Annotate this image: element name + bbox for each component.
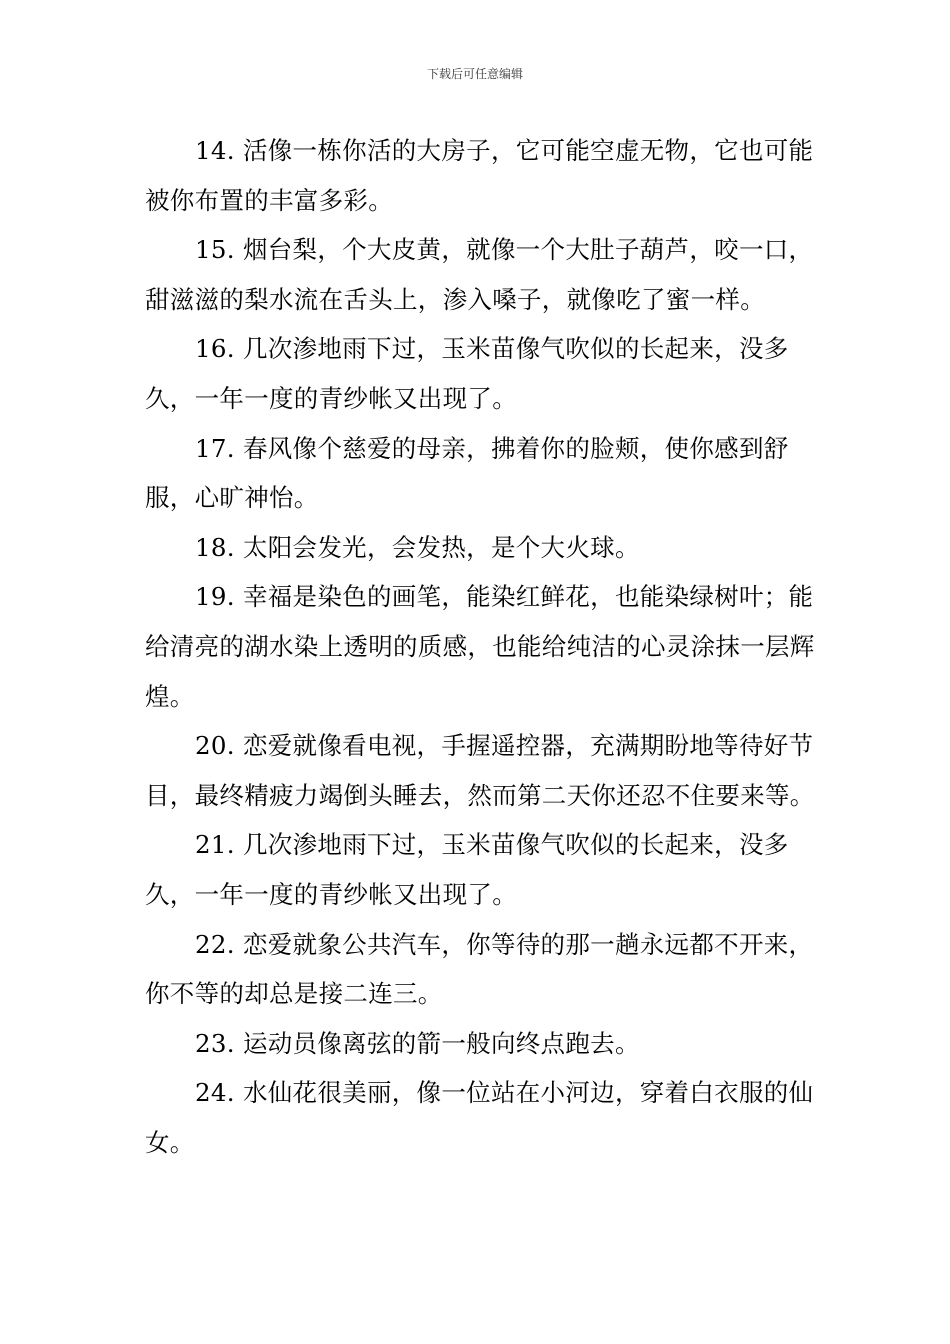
paragraph-22: 22. 恋爱就象公共汽车，你等待的那一趟永远都不开来，你不等的却总是接二连三。: [145, 929, 814, 1009]
paragraph-17: 17. 春风像个慈爱的母亲，拂着你的脸颊，使你感到舒服，心旷神怡。: [145, 433, 789, 513]
paragraph-23: 23. 运动员像离弦的箭一般向终点跑去。: [195, 1028, 640, 1058]
paragraph-18: 18. 太阳会发光，会发热，是个大火球。: [195, 532, 640, 562]
paragraph-19: 19. 幸福是染色的画笔，能染红鲜花，也能染绿树叶；能给清亮的湖水染上透明的质感，也能给纯洁的心灵涂抹一层辉煌。: [145, 582, 815, 711]
paragraph-24: 24. 水仙花很美丽，像一位站在小河边，穿着白衣服的仙女。: [145, 1078, 814, 1157]
paragraph-16: 16. 几次渗地雨下过，玉米苗像气吹似的长起来，没多久，一年一度的青纱帐又出现了。: [145, 334, 789, 413]
document-body: [145, 126, 825, 1167]
paragraph-14: 14. 活像一栋你活的大房子，它可能空虚无物，它也可能被你布置的丰富多彩。: [145, 136, 814, 215]
paragraph-20: 20. 恋爱就像看电视，手握遥控器，充满期盼地等待好节目，最终精疲力竭倒头睡去，然而第二天你还忍不住要来等。: [145, 731, 815, 810]
paragraph-21: 21. 几次渗地雨下过，玉米苗像气吹似的长起来，没多久，一年一度的青纱帐又出现了。: [145, 830, 789, 909]
paragraph-15: 15. 烟台梨，个大皮黄，就像一个大肚子葫芦，咬一口，甜滋滋的梨水流在舌头上，渗入嗓子，就像吃了蜜一样。: [145, 235, 814, 314]
page-header: 下载后可任意编辑: [426, 67, 523, 81]
